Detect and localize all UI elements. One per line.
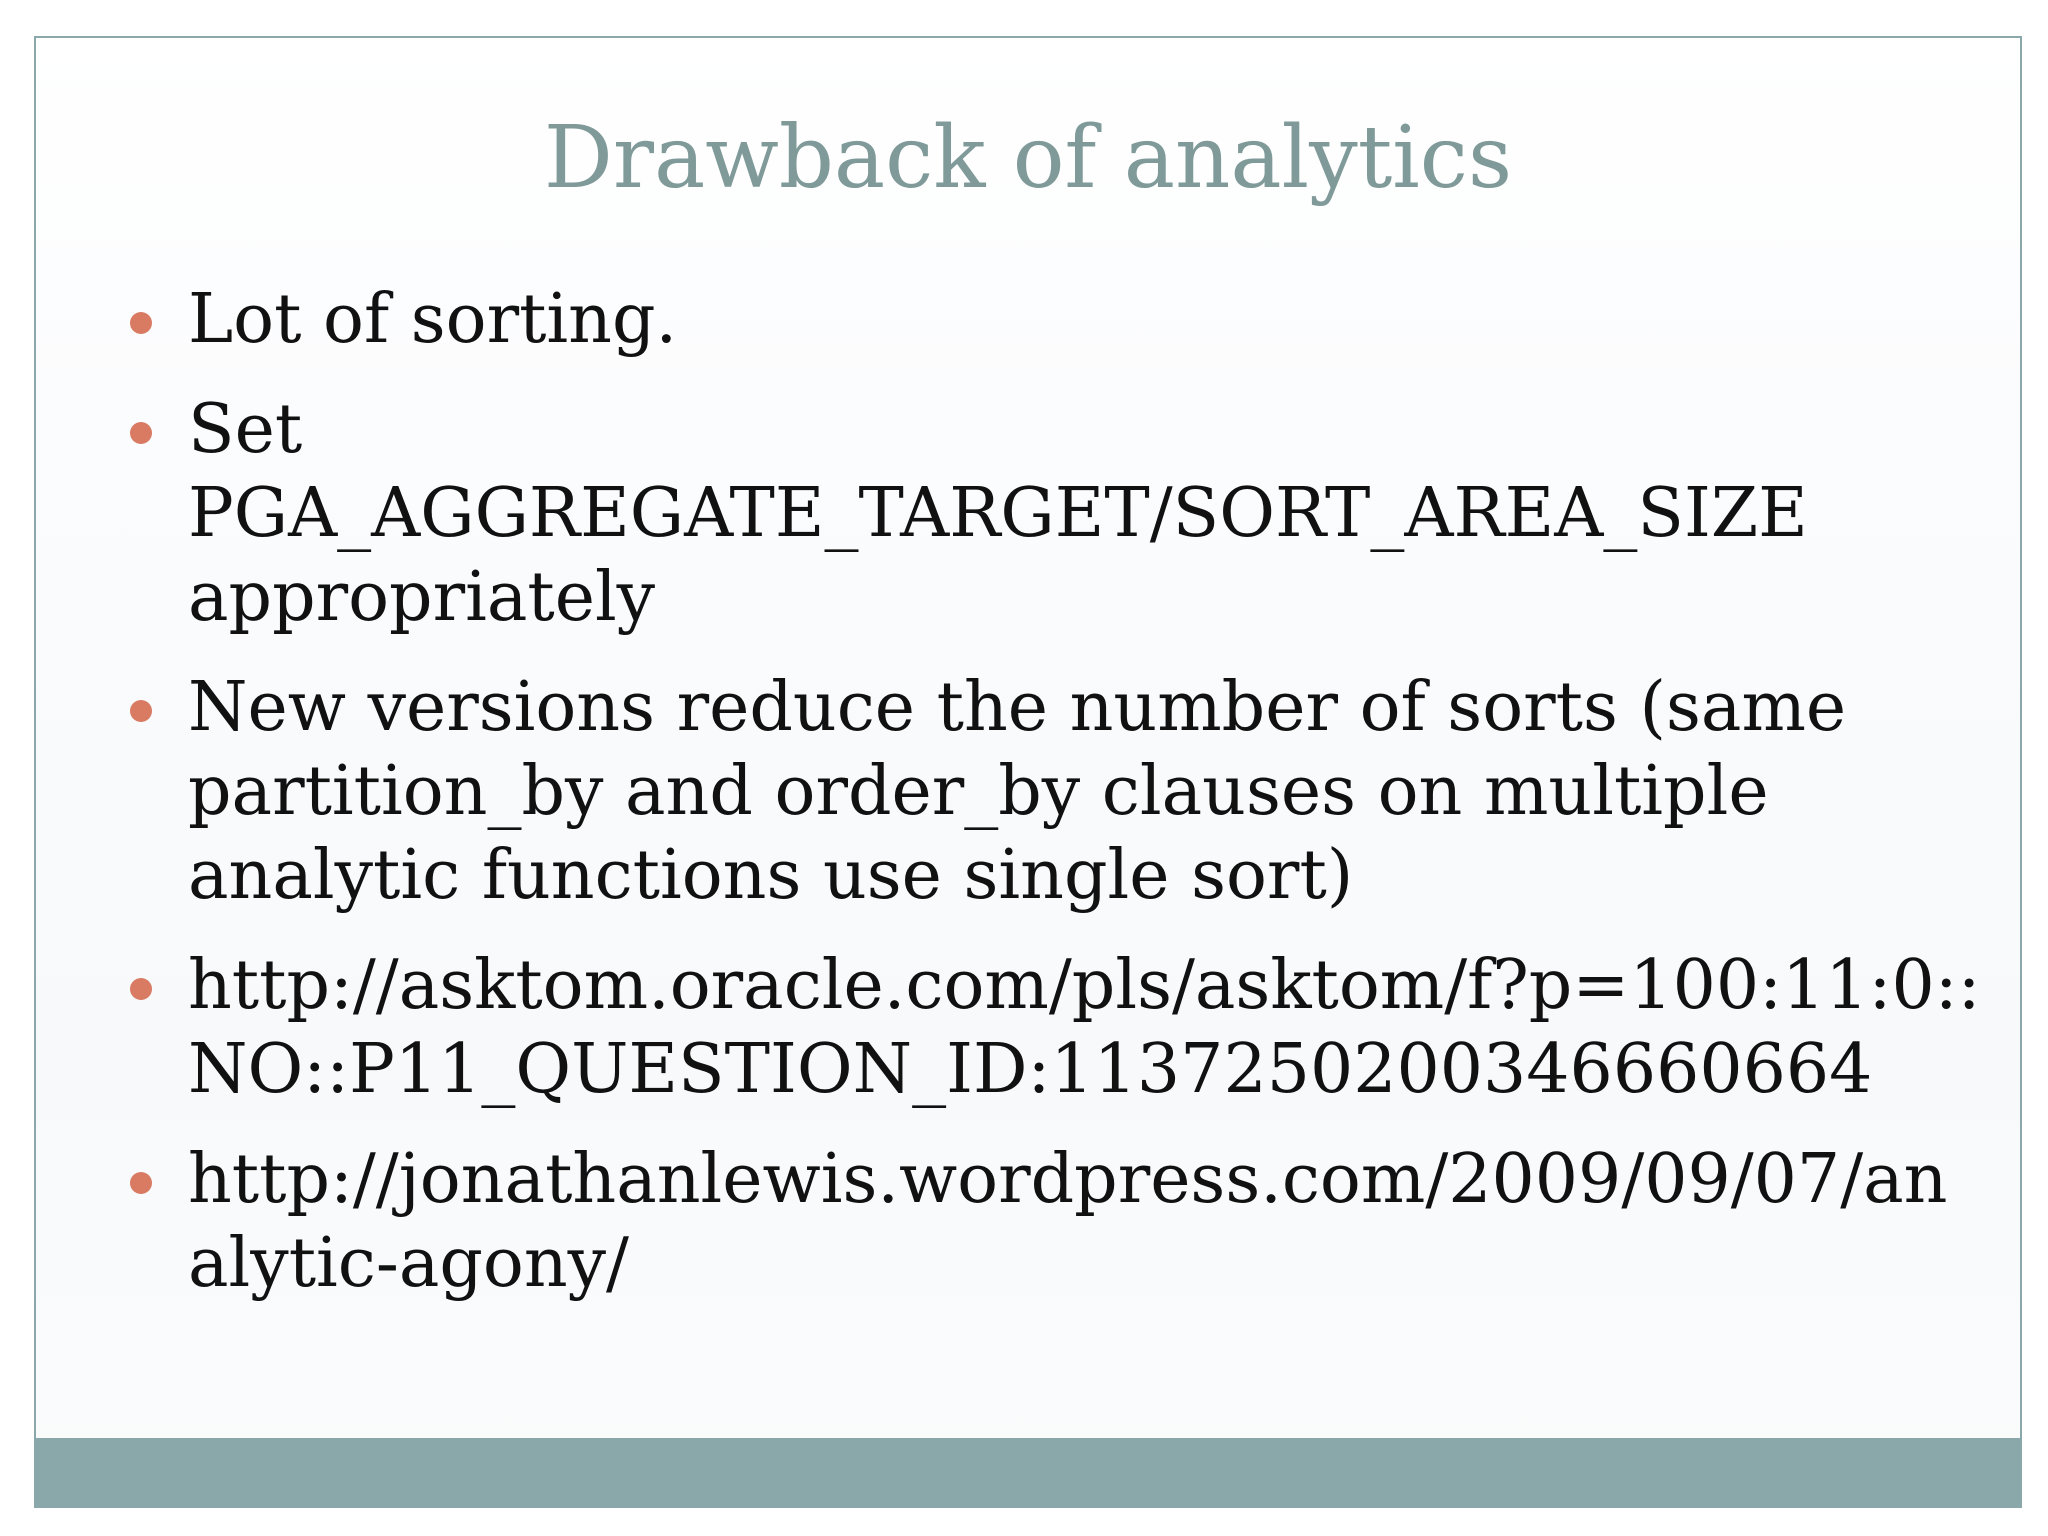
bullet-dot-icon (130, 422, 152, 444)
bullet-text-line: Set (188, 390, 303, 469)
bullet-item (36, 1138, 2022, 1306)
bullet-dot-icon (130, 312, 152, 334)
bullet-text-line: PGA_AGGREGATE_TARGET/SORT_AREA_SIZE (188, 474, 1808, 553)
bullet-item (36, 278, 2022, 362)
bullet-dot-icon (130, 1172, 152, 1194)
bullet-text-line: analytic functions use single sort) (188, 836, 1354, 915)
bullet-item (36, 666, 2022, 918)
bullet-text-line: New versions reduce the number of sorts (same (188, 668, 1847, 747)
bullet-text-line: appropriately (188, 558, 656, 637)
bullet-list (36, 278, 2022, 1332)
bullet-text-line: NO::P11_QUESTION_ID:1137250200346660664 (188, 1030, 1873, 1109)
bullet-dot-icon (130, 700, 152, 722)
bullet-text-line: http://jonathanlewis.wordpress.com/2009/09/07/an (188, 1140, 1948, 1219)
slide-title: Drawback of analytics (543, 108, 1513, 208)
bullet-item (36, 944, 2022, 1112)
bullet-text-line: alytic-agony/ (188, 1224, 629, 1303)
bullet-dot-icon (130, 978, 152, 1000)
slide (34, 36, 2022, 1508)
bullet-text-line: http://asktom.oracle.com/pls/asktom/f?p=100:11:0:: (188, 946, 1981, 1025)
bullet-item (36, 388, 2022, 640)
bullet-text-line: partition_by and order_by clauses on multiple (188, 752, 1769, 831)
bullet-text-line: Lot of sorting. (188, 280, 678, 359)
footer-bar (34, 1438, 2022, 1508)
